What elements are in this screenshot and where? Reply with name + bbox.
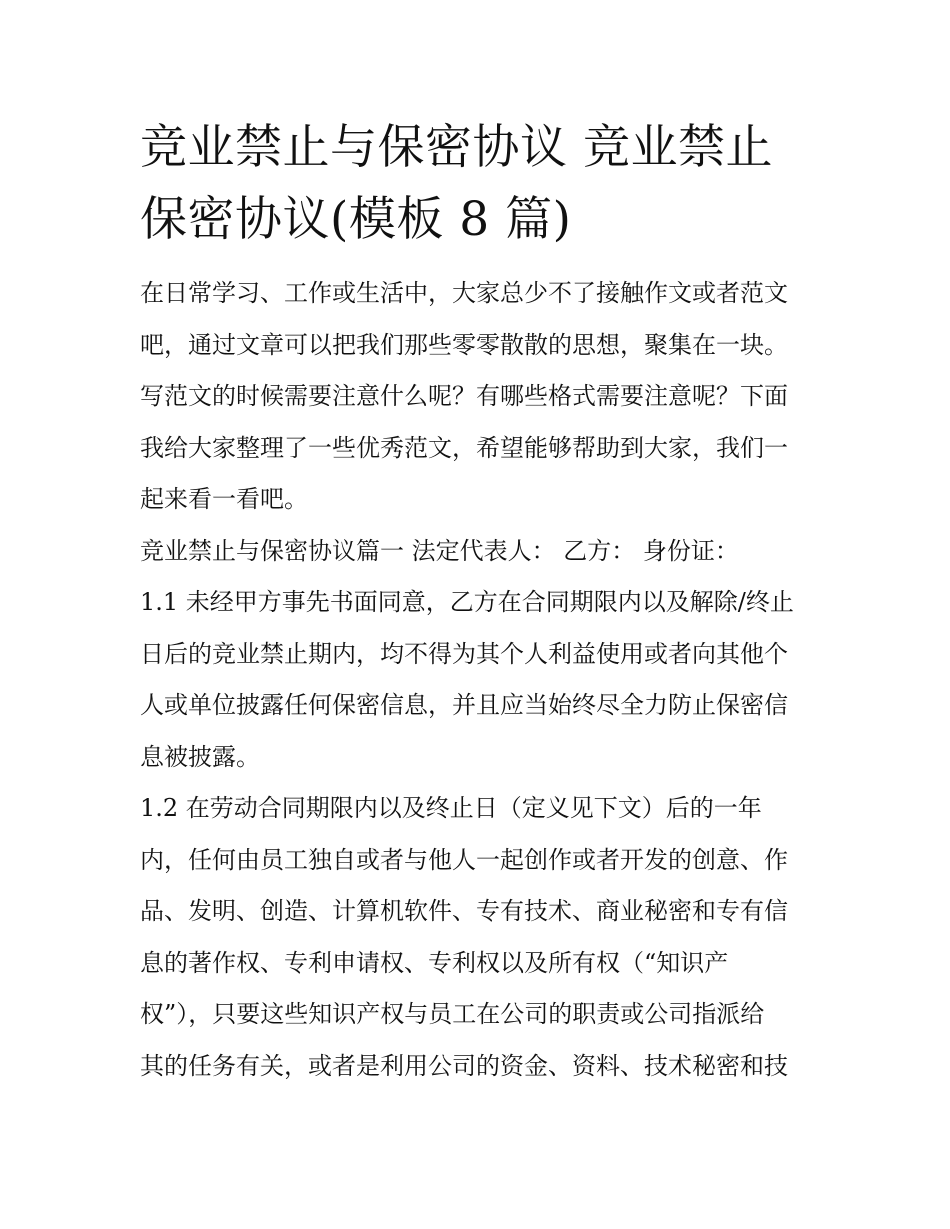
paragraph-line: 1.2 在劳动合同期限内以及终止日（定义见下文）后的一年 [140,794,762,822]
paragraph-line: 品、发明、创造、计算机软件、专有技术、商业秘密和专有信 [140,897,788,925]
paragraph-line: 写范文的时候需要注意什么呢？有哪些格式需要注意呢？下面 [140,382,788,410]
clause-1-1-paragraph [140,577,812,783]
paragraph-line: 权”），只要这些知识产权与员工在公司的职责或公司指派给 [140,1000,765,1028]
document-content [140,112,812,1092]
clause-1-2-paragraph [140,783,812,1092]
paragraph-line: 内，任何由员工独自或者与他人一起创作或者开发的创意、作 [140,845,788,874]
section-heading-paragraph [140,526,812,578]
title-line: 保密协议(模板 8 篇) [140,192,572,247]
paragraph-line: 其的任务有关，或者是利用公司的资金、资料、技术秘密和技 [140,1051,788,1080]
intro-paragraph [140,268,812,526]
paragraph-line: 我给大家整理了一些优秀范文，希望能够帮助到大家，我们一 [140,433,788,462]
paragraph-line: 息被披露。 [140,742,260,771]
paragraph-line: 人或单位披露任何保密信息，并且应当始终尽全力防止保密信 [140,691,788,719]
paragraph-line: 息的著作权、专利申请权、专利权以及所有权（“知识产 [140,948,729,977]
paragraph-line: 起来看一看吧。 [140,485,308,513]
paragraph-line: 在日常学习、工作或生活中，大家总少不了接触作文或者范文 [140,279,788,307]
title-line: 竞业禁止与保密协议 竞业禁止 [140,120,773,175]
paragraph-line: 吧，通过文章可以把我们那些零零散散的思想，聚集在一块。 [140,330,788,359]
paragraph-line: 竞业禁止与保密协议篇一 法定代表人： 乙方： 身份证： [140,536,739,565]
paragraph-line: 日后的竞业禁止期内，均不得为其个人利益使用或者向其他个 [140,639,788,668]
paragraph-line: 1.1 未经甲方事先书面同意，乙方在合同期限内以及解除/终止 [140,588,794,616]
document-title [140,112,812,256]
